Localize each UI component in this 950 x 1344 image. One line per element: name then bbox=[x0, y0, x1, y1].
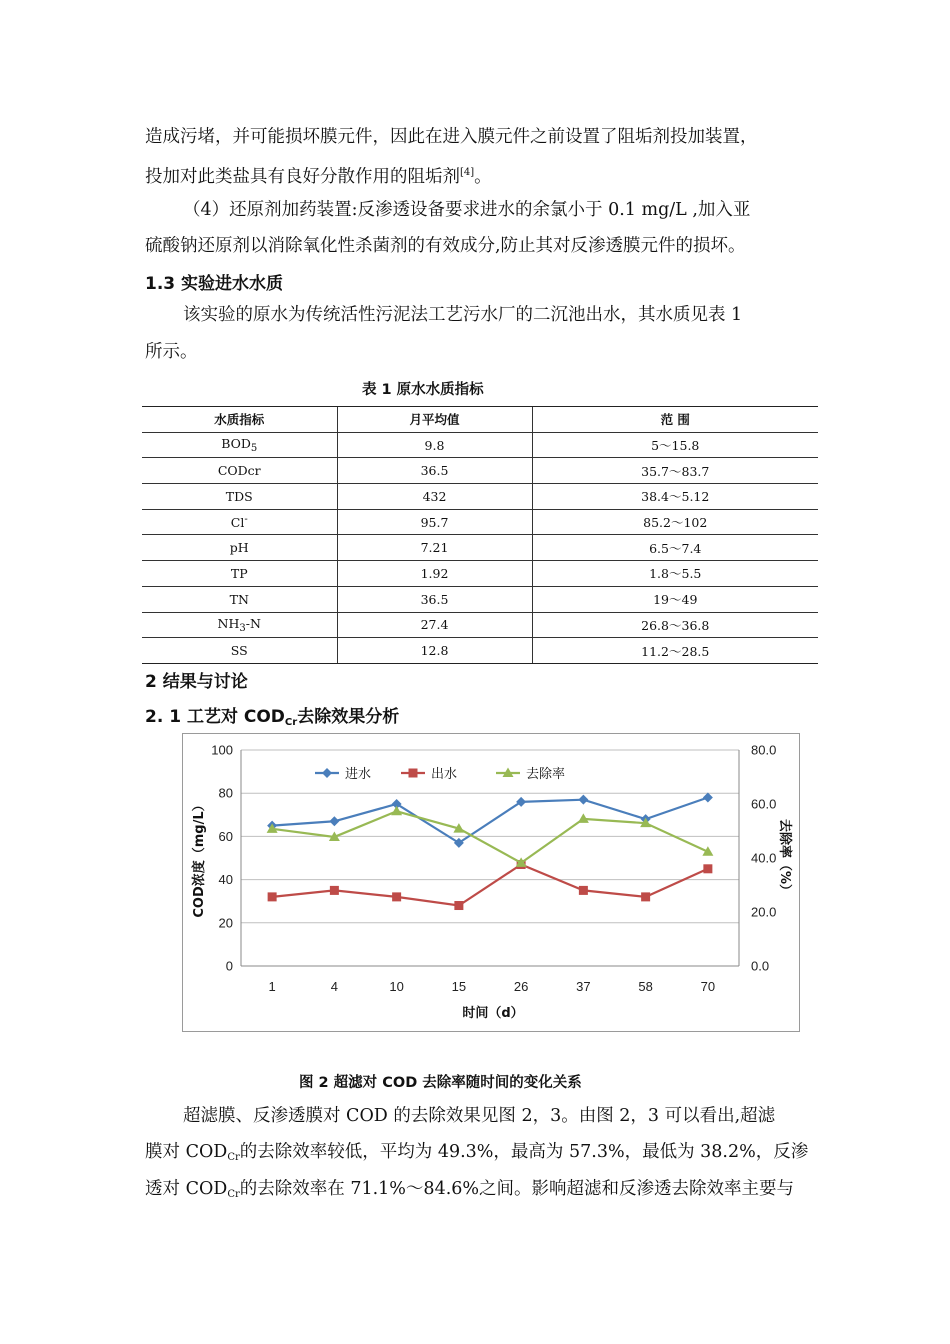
table-row bbox=[142, 561, 818, 587]
x-tick-label: 1 bbox=[268, 979, 276, 994]
y-right-tick-label: 20.0 bbox=[751, 904, 777, 920]
figure-caption: 图 2 超滤对 COD 去除率随时间的变化关系 bbox=[299, 1075, 582, 1091]
range-cell: 19～49 bbox=[532, 586, 818, 612]
heading-text: 去除效果分析 bbox=[297, 707, 400, 727]
mean-cell: 27.4 bbox=[337, 612, 532, 638]
paragraph-line bbox=[183, 304, 742, 326]
indicator-cell bbox=[142, 432, 337, 458]
data-point-diamond bbox=[578, 795, 588, 805]
text-line: 硫酸钠还原剂以消除氧化性杀菌剂的有效成分,防止其对反渗透膜元件的损坏。 bbox=[145, 236, 746, 256]
indicator-name: NH bbox=[217, 615, 240, 631]
y-right-tick-label: 80.0 bbox=[751, 742, 777, 758]
indicator-suffix: -N bbox=[245, 615, 261, 631]
paragraph-line bbox=[145, 341, 198, 363]
range-cell: 6.5～7.4 bbox=[532, 535, 818, 561]
x-tick-label: 58 bbox=[638, 979, 653, 994]
range-cell: 5～15.8 bbox=[532, 432, 818, 458]
y-tick-label: 80 bbox=[218, 785, 233, 801]
mean-cell: 9.8 bbox=[337, 432, 532, 458]
y-tick-label: 60 bbox=[218, 828, 233, 844]
data-point-square bbox=[641, 892, 650, 901]
paragraph-line bbox=[145, 235, 746, 257]
table-header-cell: 范 围 bbox=[532, 407, 818, 433]
text-line: 的去除效率较低，平均为 49.3%，最高为 57.3%，最低为 38.2%，反渗 bbox=[239, 1142, 809, 1162]
text-line: 投加对此类盐具有良好分散作用的阻垢剂 bbox=[145, 166, 460, 187]
x-tick-label: 15 bbox=[451, 979, 467, 994]
section-heading-2-1 bbox=[145, 702, 399, 728]
x-tick-label: 70 bbox=[700, 979, 716, 994]
range-cell: 1.8～5.5 bbox=[532, 561, 818, 587]
text-line: 膜对 COD bbox=[145, 1142, 228, 1162]
cod-chart-svg bbox=[183, 734, 801, 1033]
x-tick-label: 37 bbox=[576, 979, 591, 994]
data-point-diamond bbox=[329, 816, 339, 826]
data-point-diamond bbox=[322, 768, 332, 778]
table-caption: 表 1 原水水质指标 bbox=[362, 382, 484, 398]
data-point-square bbox=[268, 892, 277, 901]
indicator-cell bbox=[142, 535, 337, 561]
cod-chart bbox=[182, 733, 800, 1032]
subscript: Cr bbox=[227, 1152, 240, 1163]
heading-subscript: Cr bbox=[284, 717, 298, 728]
table-row bbox=[142, 509, 818, 535]
indicator-cell bbox=[142, 458, 337, 484]
y-right-tick-label: 60.0 bbox=[751, 796, 777, 812]
data-point-square bbox=[703, 864, 712, 873]
range-cell: 26.8～36.8 bbox=[532, 612, 818, 638]
text-line: 超滤膜、反渗透膜对 COD 的去除效果见图 2，3。由图 2，3 可以看出,超滤 bbox=[183, 1106, 776, 1126]
mean-cell: 7.21 bbox=[337, 535, 532, 561]
indicator-cell bbox=[142, 484, 337, 510]
y-tick-label: 100 bbox=[211, 742, 233, 758]
mean-cell: 95.7 bbox=[337, 509, 532, 535]
water-quality-table bbox=[142, 406, 818, 664]
section-heading-2: 2 结果与讨论 bbox=[145, 672, 248, 692]
table-row bbox=[142, 432, 818, 458]
mean-cell: 1.92 bbox=[337, 561, 532, 587]
data-point-square bbox=[330, 886, 339, 895]
indicator-name: Cl bbox=[230, 515, 245, 531]
table-header-cell: 月平均值 bbox=[337, 407, 532, 433]
paragraph-line bbox=[183, 1105, 775, 1127]
legend-label: 去除率 bbox=[526, 767, 566, 782]
indicator-cell bbox=[142, 586, 337, 612]
indicator-cell bbox=[142, 509, 337, 535]
table-header-cell: 水质指标 bbox=[142, 407, 337, 433]
text-line: （4）还原剂加药装置:反渗透设备要求进水的余氯小于 0.1 mg/L ,加入亚 bbox=[183, 200, 751, 220]
table-row bbox=[142, 586, 818, 612]
table-row bbox=[142, 638, 818, 664]
x-tick-label: 10 bbox=[389, 979, 404, 994]
y-tick-label: 40 bbox=[218, 872, 233, 888]
data-point-square bbox=[392, 892, 401, 901]
text-line: 的去除效率在 71.1%～84.6%之间。影响超滤和反渗透去除效率主要与 bbox=[239, 1179, 795, 1199]
indicator-name: BOD bbox=[221, 436, 251, 452]
indicator-cell bbox=[142, 638, 337, 664]
range-cell: 38.4～5.12 bbox=[532, 484, 818, 510]
x-axis-title: 时间（d） bbox=[462, 1006, 524, 1021]
paragraph-line bbox=[183, 199, 750, 221]
indicator-name: TDS bbox=[225, 488, 253, 504]
y-tick-label: 0 bbox=[225, 958, 233, 974]
paragraph-line bbox=[145, 126, 758, 148]
indicator-subscript: 5 bbox=[250, 443, 258, 455]
indicator-cell bbox=[142, 561, 337, 587]
text-line: 所示。 bbox=[145, 342, 198, 362]
range-cell: 35.7～83.7 bbox=[532, 458, 818, 484]
paragraph-line bbox=[145, 1141, 808, 1169]
range-cell: 85.2～102 bbox=[532, 509, 818, 535]
section-heading-1-3: 1.3 实验进水水质 bbox=[145, 274, 284, 294]
y-right-axis-title: 去除率（%） bbox=[777, 818, 792, 898]
table-header-row bbox=[142, 407, 818, 433]
text-line: 透对 COD bbox=[145, 1179, 228, 1199]
data-point-square bbox=[454, 901, 463, 910]
subscript: Cr bbox=[227, 1189, 240, 1200]
indicator-superscript: - bbox=[244, 514, 248, 526]
text-line: 造成污堵，并可能损坏膜元件，因此在进入膜元件之前设置了阻垢剂投加装置， bbox=[145, 127, 758, 147]
indicator-name: TN bbox=[229, 591, 249, 607]
indicator-subscript: 3 bbox=[239, 622, 246, 634]
y-right-tick-label: 40.0 bbox=[751, 850, 777, 866]
text-line: 。 bbox=[474, 166, 492, 187]
data-point-square bbox=[409, 769, 418, 778]
x-tick-label: 4 bbox=[330, 979, 338, 994]
legend-label: 出水 bbox=[431, 767, 458, 782]
heading-text: 2. 1 工艺对 COD bbox=[145, 707, 285, 727]
x-tick-label: 26 bbox=[513, 979, 529, 994]
table-row bbox=[142, 484, 818, 510]
indicator-name: CODcr bbox=[217, 463, 261, 479]
range-cell: 11.2～28.5 bbox=[532, 638, 818, 664]
legend-label: 进水 bbox=[345, 767, 372, 782]
mean-cell: 36.5 bbox=[337, 586, 532, 612]
table-row bbox=[142, 612, 818, 638]
mean-cell: 432 bbox=[337, 484, 532, 510]
indicator-name: SS bbox=[230, 643, 248, 659]
y-axis-title: COD浓度（mg/L） bbox=[192, 798, 207, 918]
paragraph-line bbox=[145, 1178, 794, 1206]
mean-cell: 12.8 bbox=[337, 638, 532, 664]
citation-ref[interactable]: [4] bbox=[460, 167, 475, 178]
indicator-cell bbox=[142, 612, 337, 638]
data-point-square bbox=[579, 886, 588, 895]
data-point-diamond bbox=[703, 793, 713, 803]
indicator-name: TP bbox=[230, 565, 248, 581]
indicator-name: pH bbox=[229, 540, 249, 556]
mean-cell: 36.5 bbox=[337, 458, 532, 484]
table-row bbox=[142, 535, 818, 561]
text-line: 该实验的原水为传统活性污泥法工艺污水厂的二沉池出水，其水质见表 1 bbox=[183, 305, 743, 325]
table-row bbox=[142, 458, 818, 484]
paragraph-line bbox=[145, 162, 492, 188]
y-right-tick-label: 0.0 bbox=[751, 958, 770, 974]
y-tick-label: 20 bbox=[218, 915, 233, 931]
